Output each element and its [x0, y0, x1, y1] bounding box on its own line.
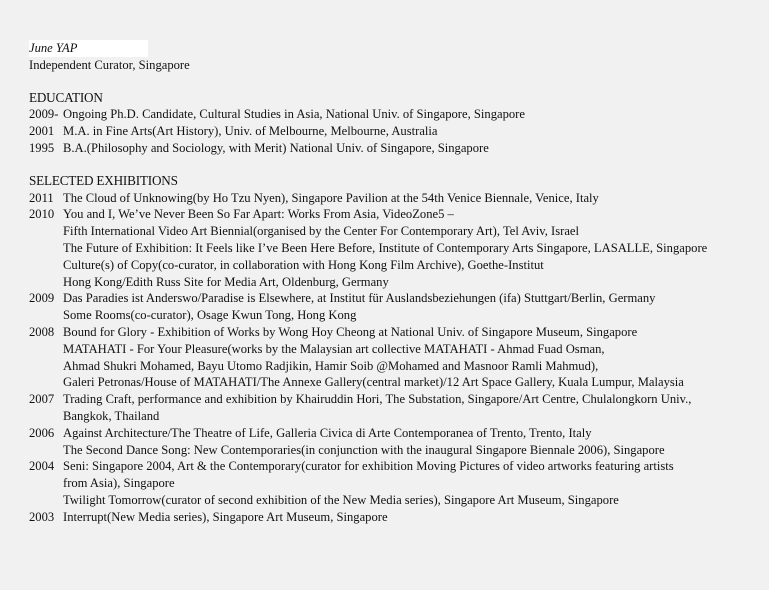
education-item	[29, 140, 759, 157]
exhibition-year: 2011	[29, 190, 54, 205]
exhibition-year: 2007	[29, 392, 55, 407]
education-year: 1995	[29, 140, 55, 155]
exhibition-year: 2010	[29, 207, 55, 222]
education-heading: EDUCATION	[29, 89, 103, 105]
curator-name: June YAP	[29, 40, 148, 57]
exhibition-line: Seni: Singapore 2004, Art & the Contemporary(curator for exhibition Moving Pictures of video artworks featuring artists	[63, 459, 674, 474]
education-text: Ongoing Ph.D. Candidate, Cultural Studies in Asia, National Univ. of Singapore, Singapore	[63, 107, 525, 122]
exhibition-line: Twilight Tomorrow(curator of second exhibition of the New Media series), Singapore Art Museum, Singapore	[63, 492, 619, 507]
exhibition-entry	[29, 324, 759, 341]
exhibition-line: Das Paradies ist Anderswo/Paradise is Elsewhere, at Institut für Auslandsbeziehungen (ifa) Stuttgart/Berlin, Germany	[63, 291, 656, 306]
exhibition-line: MATAHATI - For Your Pleasure(works by the Malaysian art collective MATAHATI - Ahmad Fuad Osman,	[63, 341, 605, 356]
exhibition-line: Ahmad Shukri Mohamed, Bayu Utomo Radjikin, Hamir Soib @Mohamed and Masnoor Ramli Mahmud),	[63, 358, 599, 373]
exhibitions-heading: SELECTED EXHIBITIONS	[29, 172, 178, 188]
exhibition-line: Bangkok, Thailand	[63, 408, 160, 423]
exhibition-entry	[29, 206, 759, 223]
exhibition-entry	[29, 509, 759, 526]
curator-role: Independent Curator, Singapore	[29, 57, 190, 72]
exhibition-year: 2006	[29, 425, 55, 440]
exhibition-entry	[29, 425, 759, 442]
exhibition-line: Interrupt(New Media series), Singapore Art Museum, Singapore	[63, 509, 388, 524]
exhibition-entry	[29, 391, 759, 408]
exhibition-line: The Future of Exhibition: It Feels like I’ve Been Here Before, Institute of Contemporary Arts Singapore, LASALLE, Singapore	[63, 240, 708, 255]
exhibitions-list	[29, 190, 759, 526]
exhibition-year: 2008	[29, 324, 55, 339]
exhibition-line: Culture(s) of Copy(co-curator, in collaboration with Hong Kong Film Archive), Goethe-Institut	[63, 257, 544, 272]
exhibition-line: Some Rooms(co-curator), Osage Kwun Tong, Hong Kong	[63, 308, 357, 323]
exhibition-entry	[29, 458, 759, 475]
exhibition-year: 2009	[29, 291, 55, 306]
education-item	[29, 123, 759, 140]
exhibition-year: 2003	[29, 509, 55, 524]
exhibition-line: Trading Craft, performance and exhibition by Khairuddin Hori, The Substation, Singapore/Art Centre, Chulalongkorn Univ.,	[63, 392, 692, 407]
exhibition-line: The Second Dance Song: New Contemporaries(in conjunction with the inaugural Singapore Biennale 2006), Singapore	[63, 442, 665, 457]
exhibition-line: Galeri Petronas/House of MATAHATI/The Annexe Gallery(central market)/12 Art Space Gallery, Kuala Lumpur, Malaysia	[63, 375, 684, 390]
education-text: B.A.(Philosophy and Sociology, with Merit) National Univ. of Singapore, Singapore	[63, 140, 489, 155]
exhibition-line: Against Architecture/The Theatre of Life, Galleria Civica di Arte Contemporanea of Trento, Trento, Italy	[63, 425, 592, 440]
exhibition-entry	[29, 290, 759, 307]
cv-document	[29, 40, 759, 526]
exhibition-year: 2004	[29, 459, 55, 474]
exhibition-line: Fifth International Video Art Biennial(organised by the Center For Contemporary Art), Tel Aviv, Israel	[63, 224, 579, 239]
education-list	[29, 106, 759, 156]
exhibition-line: You and I, We’ve Never Been So Far Apart: Works From Asia, VideoZone5 –	[63, 207, 454, 222]
education-item	[29, 106, 759, 123]
exhibition-entry	[29, 190, 759, 207]
exhibition-line: Hong Kong/Edith Russ Site for Media Art, Oldenburg, Germany	[63, 274, 389, 289]
exhibition-line: from Asia), Singapore	[63, 476, 175, 491]
name-line	[29, 40, 759, 57]
education-year: 2009-	[29, 107, 59, 122]
education-text: M.A. in Fine Arts(Art History), Univ. of Melbourne, Melbourne, Australia	[63, 124, 438, 139]
exhibition-line: The Cloud of Unknowing(by Ho Tzu Nyen), Singapore Pavilion at the 54th Venice Biennale, Venice, Italy	[63, 190, 599, 205]
exhibition-line: Bound for Glory - Exhibition of Works by Wong Hoy Cheong at National Univ. of Singapore Museum, Singapore	[63, 324, 638, 339]
education-year: 2001	[29, 124, 55, 139]
